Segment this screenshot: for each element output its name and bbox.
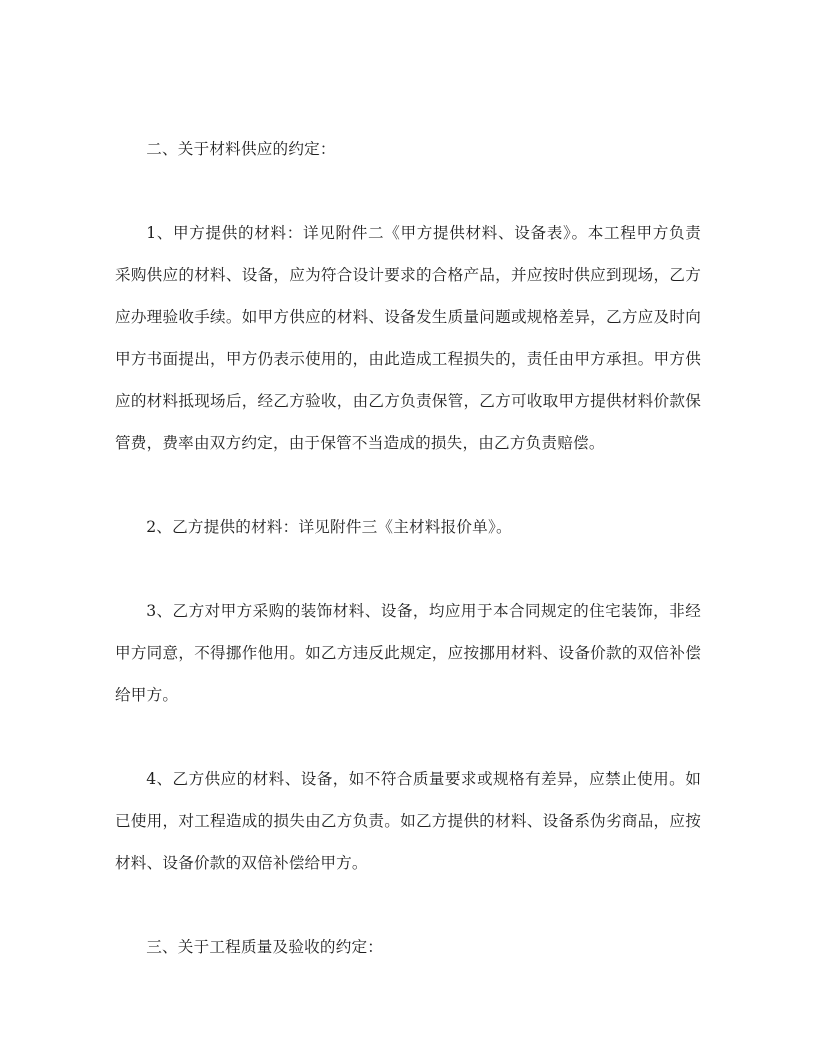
section-2-heading: 二、关于材料供应的约定： bbox=[146, 140, 336, 158]
contract-paragraph-4: 4、乙方供应的材料、设备，如不符合质量要求或规格有差异，应禁止使用。如已使用，对工程造成的损失由乙方负责。如乙方提供的材料、设备系伪劣商品，应按材料、设备价款的双倍补偿给甲方。 bbox=[115, 770, 701, 872]
section-3-heading: 三、关于工程质量及验收的约定： bbox=[146, 938, 384, 956]
contract-paragraph-1: 1、甲方提供的材料：详见附件二《甲方提供材料、设备表》。本工程甲方负责采购供应的材料、设备，应为符合设计要求的合格产品，并应按时供应到现场，乙方应办理验收手续。如甲方供应的材料、设备发生质量问题或规格差异，乙方应及时向甲方书面提出，甲方仍表示使用的，由此造成工程损失的，责任由甲方承担。甲方供应的材料抵现场后，经乙方验收，由乙方负责保管，乙方可收取甲方提供材料价款保管费，费率由双方约定，由于保管不当造成的损失，由乙方负责赔偿。 bbox=[115, 224, 701, 452]
contract-paragraph-3: 3、乙方对甲方采购的装饰材料、设备，均应用于本合同规定的住宅装饰，非经甲方同意，不得挪作他用。如乙方违反此规定，应按挪用材料、设备价款的双倍补偿给甲方。 bbox=[115, 602, 701, 704]
contract-paragraph-2: 2、乙方提供的材料：详见附件三《主材料报价单》。 bbox=[146, 518, 512, 536]
